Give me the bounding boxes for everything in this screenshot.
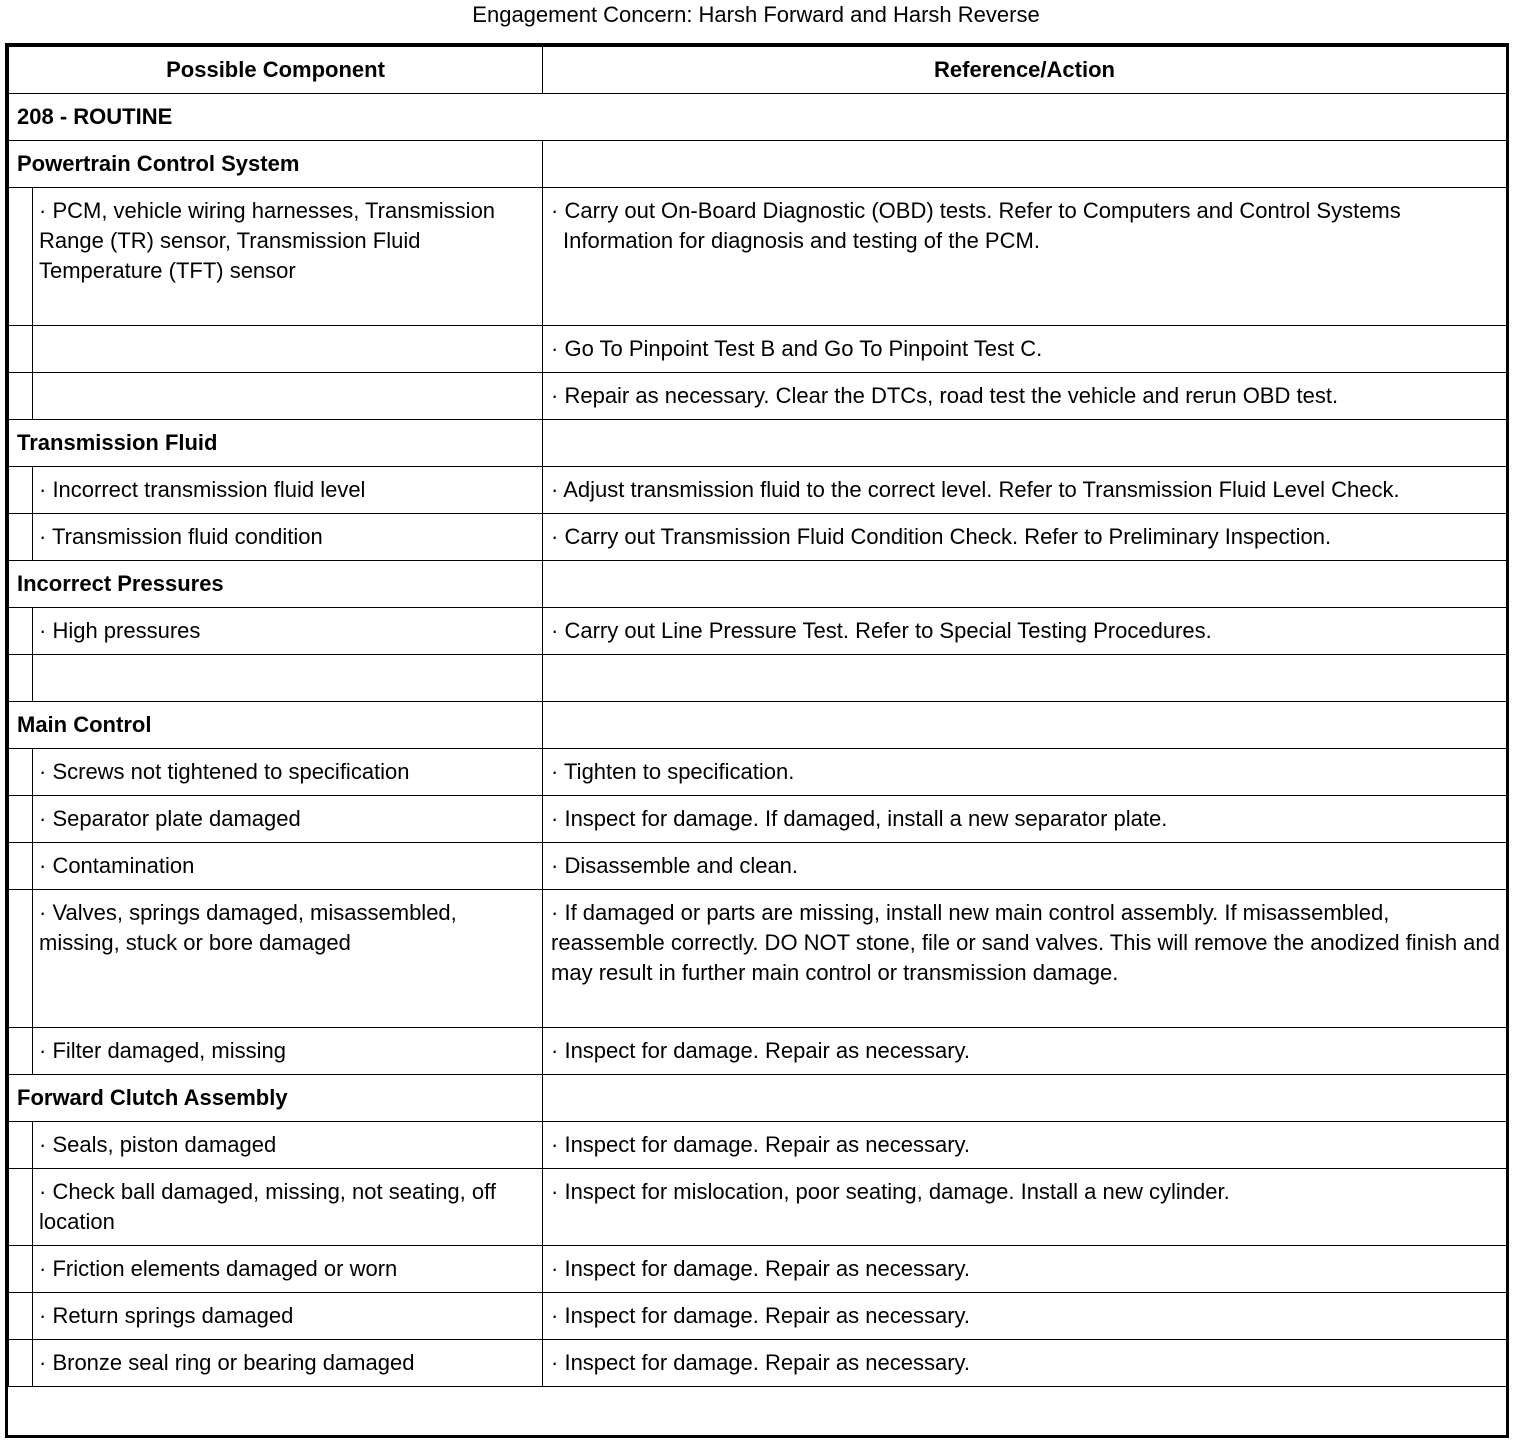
section-label: Transmission Fluid <box>9 420 543 467</box>
action-cell: · Inspect for damage. Repair as necessary. <box>543 1340 1507 1387</box>
indent-cell <box>9 1028 33 1075</box>
table-row <box>9 608 1507 655</box>
indent-cell <box>9 1122 33 1169</box>
indent-cell <box>9 655 33 702</box>
indent-cell <box>9 890 33 1028</box>
action-cell: · Carry out Transmission Fluid Condition Check. Refer to Preliminary Inspection. <box>543 514 1507 561</box>
table-row <box>9 1169 1507 1246</box>
table-row <box>9 843 1507 890</box>
section-label: Incorrect Pressures <box>9 561 543 608</box>
header-reference-action: Reference/Action <box>543 47 1507 94</box>
component-cell <box>33 655 543 702</box>
action-cell: · Carry out On-Board Diagnostic (OBD) tests. Refer to Computers and Control Systems Information for diagnosis and testing of the PCM. <box>543 188 1507 326</box>
action-cell: · Repair as necessary. Clear the DTCs, road test the vehicle and rerun OBD test. <box>543 373 1507 420</box>
indent-cell <box>9 796 33 843</box>
table-row <box>9 188 1507 326</box>
action-cell: · Inspect for damage. Repair as necessary. <box>543 1293 1507 1340</box>
table-row <box>9 1340 1507 1387</box>
section-reference <box>543 420 1507 467</box>
header-possible-component: Possible Component <box>9 47 543 94</box>
section-label: Powertrain Control System <box>9 141 543 188</box>
action-cell <box>543 655 1507 702</box>
table-row <box>9 1122 1507 1169</box>
section-label: Main Control <box>9 702 543 749</box>
table-row <box>9 373 1507 420</box>
indent-cell <box>9 608 33 655</box>
section-row <box>9 420 1507 467</box>
section-reference <box>543 702 1507 749</box>
component-cell: · Seals, piston damaged <box>33 1122 543 1169</box>
section-reference <box>543 141 1507 188</box>
header-row <box>9 47 1507 94</box>
diagnostic-table <box>5 43 1509 1438</box>
indent-cell <box>9 326 33 373</box>
action-cell: · If damaged or parts are missing, install new main control assembly. If misassembled, reassemble correctly. DO NOT stone, file or sand valves. This will remove the anodized finish and may result in further main control or transmission damage. <box>543 890 1507 1028</box>
action-cell: · Tighten to specification. <box>543 749 1507 796</box>
component-cell: · Incorrect transmission fluid level <box>33 467 543 514</box>
action-cell: · Carry out Line Pressure Test. Refer to Special Testing Procedures. <box>543 608 1507 655</box>
action-cell: · Inspect for damage. Repair as necessary. <box>543 1028 1507 1075</box>
table-row <box>9 655 1507 702</box>
section-reference <box>543 1075 1507 1122</box>
action-cell: · Go To Pinpoint Test B and Go To Pinpoint Test C. <box>543 326 1507 373</box>
indent-cell <box>9 749 33 796</box>
indent-cell <box>9 843 33 890</box>
section-row <box>9 561 1507 608</box>
page-title: Engagement Concern: Harsh Forward and Harsh Reverse <box>472 2 1040 27</box>
action-cell: · Inspect for mislocation, poor seating, damage. Install a new cylinder. <box>543 1169 1507 1246</box>
action-cell: · Disassemble and clean. <box>543 843 1507 890</box>
component-cell: · Bronze seal ring or bearing damaged <box>33 1340 543 1387</box>
component-cell: · Screws not tightened to specification <box>33 749 543 796</box>
component-cell: · Separator plate damaged <box>33 796 543 843</box>
component-cell: · Friction elements damaged or worn <box>33 1246 543 1293</box>
component-cell: · Check ball damaged, missing, not seating, off location <box>33 1169 543 1246</box>
component-cell: · Valves, springs damaged, misassembled, missing, stuck or bore damaged <box>33 890 543 1028</box>
table-row <box>9 890 1507 1028</box>
component-cell: · Transmission fluid condition <box>33 514 543 561</box>
indent-cell <box>9 373 33 420</box>
indent-cell <box>9 514 33 561</box>
indent-cell <box>9 188 33 326</box>
section-reference <box>543 561 1507 608</box>
section-row <box>9 1075 1507 1122</box>
table-row <box>9 326 1507 373</box>
diagnostic-grid <box>8 46 1507 1387</box>
component-cell: · Filter damaged, missing <box>33 1028 543 1075</box>
section-label: Forward Clutch Assembly <box>9 1075 543 1122</box>
section-row <box>9 141 1507 188</box>
action-cell: · Inspect for damage. Repair as necessary. <box>543 1122 1507 1169</box>
indent-cell <box>9 1246 33 1293</box>
component-cell: · High pressures <box>33 608 543 655</box>
table-row <box>9 1293 1507 1340</box>
component-cell: · Contamination <box>33 843 543 890</box>
table-row <box>9 514 1507 561</box>
indent-cell <box>9 1169 33 1246</box>
table-row <box>9 749 1507 796</box>
table-row <box>9 796 1507 843</box>
table-row <box>9 467 1507 514</box>
indent-cell <box>9 1293 33 1340</box>
action-cell: · Adjust transmission fluid to the correct level. Refer to Transmission Fluid Level Check. <box>543 467 1507 514</box>
action-cell: · Inspect for damage. Repair as necessary. <box>543 1246 1507 1293</box>
action-cell: · Inspect for damage. If damaged, install a new separator plate. <box>543 796 1507 843</box>
section-row <box>9 702 1507 749</box>
indent-cell <box>9 467 33 514</box>
routine-row <box>9 94 1507 141</box>
component-cell: · Return springs damaged <box>33 1293 543 1340</box>
table-row <box>9 1028 1507 1075</box>
table-row <box>9 1246 1507 1293</box>
component-cell <box>33 373 543 420</box>
component-cell: · PCM, vehicle wiring harnesses, Transmission Range (TR) sensor, Transmission Fluid Temperature (TFT) sensor <box>33 188 543 326</box>
routine-label: 208 - ROUTINE <box>9 94 1507 141</box>
indent-cell <box>9 1340 33 1387</box>
component-cell <box>33 326 543 373</box>
